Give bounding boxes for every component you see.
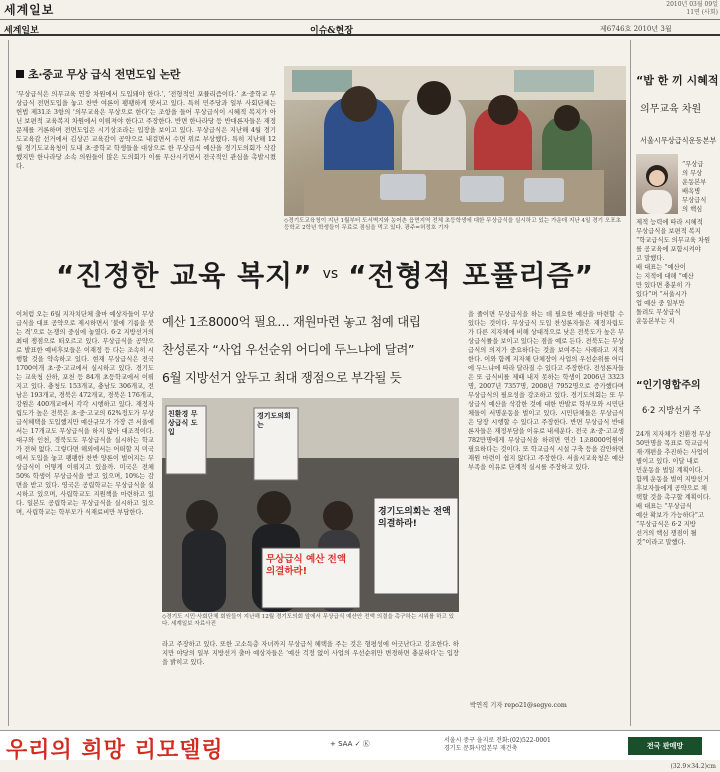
adjacent-story-column [632, 40, 720, 730]
newspaper-name: 세계일보 [4, 3, 55, 17]
square-bullet-icon [16, 70, 24, 78]
adjacent-line: 배 대표는 “무상급식 [636, 503, 692, 510]
photo-caption-text: ◇경기도교육청이 지난 1월부터 도서벽지와 농어촌 읍면지역 전체 초등학생에 대한 무상급식을 실시하고 있는 가운데 지난 4일 경기 오포초등학교 2학년 학생들이 무료로 점심을 먹고 있다. [284, 218, 622, 231]
adjacent-line: “학교급식도 의무교육 차원 [636, 237, 711, 244]
adjacent-line: 만 있다면 충분히 가 [636, 282, 691, 289]
adjacent-line: 예산 확보가 가능하다”고 [636, 512, 705, 519]
column-rule [8, 40, 9, 726]
masthead [0, 0, 720, 20]
protest-sign-2: 경기도의회는 [257, 412, 291, 429]
adjacent-line: “무상급 [682, 161, 704, 168]
protest-sign-1: 친환경 무상급식 도입 [168, 410, 198, 436]
advertisement-strip [0, 730, 720, 763]
issue-number: 제6746호 2010년 3월 [600, 25, 672, 33]
article-column-3: 을 줄이면 무상급식을 하는 데 필요한 예산을 마련할 수 있다는 것이다. 무상급식 도입 찬성론자들은 재정자립도가 다른 지자체에 비해 상대적으로 낮은 전북도가 높은 무상급식률을 보이고 있다는 점을 예로 든다. 전북도는 무상급식의 의지가 중요하다는 것을 보여주는 사례라고 지적한다. 이와 함께 지자체 단체장이 사업의 우선순위를 어디에 두느냐에 따라 달라질 수 있다고 주장한다. 전성론자들은 또 급식비를 제때 내지 못하는 학생이 2006년 3323명, 2007년 7357명, 2008년 7952명으로 증가했다며 무상급식의 필요성을 강조하고 있다. 경기도의회는 또 무상급식 예산을 삭감한 것에 대한 반발로 학부모와 시민단체들이 서명운동을 벌이고 있다. 시민단체들은 무상급식은 당장 시행할 수 있다고 주장한다. 반면 무상급식 반대론자들은 재정부담을 이유로 내세운다. 전국 초·중·고교생 782만명에게 무상급식을 하려면 연간 1조8000억원이 필요하다는 것이다. 또 학교급식 시설 구축 등을 감안하면 재원 마련이 쉽지 않다고 주장한다. 서울시교육청은 예산 부족을 이유로 단계적 실시를 주장하고 있다. [468, 311, 624, 471]
photo-school-lunch-illustration [284, 66, 626, 216]
article-column-1: 이처럼 오는 6월 지자치단체 출마 예상자들이 무상급식을 대표 공약으로 제시하면서 ‘불에 기름을 붓는 격’으로 논쟁의 중심에 놓였다. 6·2 지방선거의 최대 쟁점으로 떠오르고 있다. 무상급식을 공약으로 발표한 예비후보들은 이재정 등 다는 조속히 시행할 것을 약속하고 있다. 현재 무상급식은 전국 1700여개 초·중·고교에서 실시하고 있다. 경기도는 교육청 산하, 포천 등 84개 초등학교에서 이뤄지고 있다. 충청도 153개교, 충남도 306개교, 전남은 193개교, 경북은 472개교, 경북은 176개교, 강원은 400개교에서 각각 시행하고 있다. 재정자립도가 높은 전북은 초·중·고교의 62%정도가 무상급식혜택을 도입했지만 예산규모가 가장 큰 서울에서는 17개교도 무상급식을 하지 않아 대조적이다. 대구와 인천, 경북도도 무상급식을 실시하는 학교가 전혀 없다. 그렇다면 해외에서는 어떠할 지 미국에서 도입을 놓고 팽팽한 찬반 양론이 벌어지는 무상급식이 어떻게 이뤄지고 있을까. 미국은 전체 50% 학생이 무상급식을 받고 있으며, 10%는 감면을 받고 있다. 영국은 공립학교는 무상급식을 실시하고 있으며, 사립학교도 지원책을 마련하고 있다. 일본도 공립학교는 무상급식을 실시하고 있으며, 사립학교는 학부모가 식재료비만 부담한다. [16, 311, 154, 516]
headline-left: “진정한 교육 복지” [55, 259, 313, 292]
adjacent-line: 를 공교육에 포함시켜야 [636, 246, 701, 253]
adjacent-line: 재·개편을 추진하는 사업이 [636, 449, 709, 456]
adjacent-line: 운동본부 [682, 179, 707, 186]
photo-credit: 광주=허정호 기자 [404, 225, 449, 231]
adjacent-line: 운동본부는 지 [636, 318, 675, 325]
lede-summary [16, 66, 276, 242]
lede-body: ‘무상급식은 의무교육 연장 차원에서 도입돼야 한다.’, ‘전형적인 포퓰리즘이다.’ 초·중학교 무상급식 전면도입을 놓고 찬반 여론이 팽팽하게 맞서고 있다. 특히 민주당과 일부 사회단체는 헌법 제31조 3항의 ‘의무교육은 무상으로 한다’는 조항을 들어 무상급식이 시혜적 복지가 아닌 보편적 교육복지 차원에서 이뤄져야 한다고 주장한다. 반면 한나라당 등 반대론자들은 재정문제를 거론하며 전면도입은 시기상조라는 입장을 보이고 있다. 무상급식은 지난해 4월 경기도교육감 선거에서 김상곤 교육감이 공약으로 내걸면서 수면 위로 부상했다. 특히 지난해 12월 경기도교육청이 도내 초·중학교 학생들을 대상으로 한 무상급식 예산을 경기도의회가 삭감했지만 한나라당 소속 의원들이 많은 도의회가 이를 무산시키면서 전국적인 관심을 촉발시켰다. [16, 90, 276, 170]
photo-protest-illustration [162, 398, 459, 612]
article-column-2: 라고 주장하고 있다. 또한 고소득층 자녀까지 무상급식 혜택을 주는 것은 형평성에 어긋난다고 강조한다. 하지만 야당의 일부 지방선거 출마 예상자들은 ‘예산 걱정 없이 사업의 우선순위만 변경하면 충분하다’는 입장을 밝히고 있다. [162, 641, 459, 666]
adjacent-line: 무상급식 [682, 197, 707, 204]
ad-contact: 서울시 중구 을지로 전화:(02)522-0001 경기도 문화사업본부 재건축 [444, 737, 551, 752]
section-bar [0, 22, 720, 36]
adjacent-line: 제적 능력에 따라 시혜적 [636, 219, 703, 226]
adjacent-organization: 서울시무상급식운동본부 [640, 136, 717, 145]
adjacent-subheading-2: 6·2 지방선거 주 [642, 405, 702, 415]
publication-date: 2010년 03월 09일 11면 (사회) [666, 1, 718, 16]
headline-right: “전형적 포퓰리즘” [348, 259, 595, 292]
adjacent-line: 것”이라고 말했다. [636, 539, 686, 546]
adjacent-line: 무상급식을 보편적 복지 [636, 228, 701, 235]
protest-sign-3: 무상급식 예산 전액 의결하라! [266, 554, 347, 577]
photo-protest [162, 398, 459, 612]
main-headline [40, 244, 610, 304]
column-rule [630, 40, 631, 726]
portrait-illustration [636, 154, 678, 214]
byline: 박연직 기자 repo21@segye.com [470, 702, 567, 709]
ad-badge: 전국 판매망 [628, 737, 702, 755]
adjacent-line: 택할 것을 촉구할 계획이다. [636, 494, 711, 501]
adjacent-line: 50만명을 목표로 학교급식 [636, 440, 709, 447]
adjacent-line: 배 대표는 “예산이 [636, 264, 686, 271]
section-brand: 세계일보 [4, 26, 39, 36]
adjacent-line: 의 무상 [682, 170, 703, 177]
adjacent-line: 있다”며 “서울시가 [636, 291, 688, 298]
adjacent-line: 는 지적에 대해 “예산 [636, 273, 694, 280]
page-size-note: (32.9×34.2)cm [670, 763, 716, 770]
adjacent-line: “무상급식은 6·2 지방 [636, 521, 696, 528]
adjacent-line: 선거의 핵심 쟁점이 될 [636, 530, 697, 537]
adjacent-line: 의 핵심 [682, 206, 703, 213]
adjacent-line: 별이고 있다. 이달 내로 [636, 458, 699, 465]
adjacent-line: 함께 운동을 벌여 지방선거 [636, 476, 709, 483]
photo-credit: 세계일보 자료사진 [170, 621, 216, 627]
photo-school-lunch [284, 66, 626, 216]
adjacent-line: 고 말했다. [636, 255, 665, 262]
adjacent-line: 업 예산 중 일부만 [636, 300, 685, 307]
photo-caption-bottom [162, 614, 459, 628]
adjacent-quote-headline: “밥 한 끼 시혜적 [636, 74, 719, 87]
portrait-photo [636, 154, 678, 214]
adjacent-line: 24개 지자체가 친환경 무상 [636, 431, 711, 438]
lede-heading [16, 66, 276, 82]
lede-heading-text: 초·중교 무상 급식 전면도입 논란 [28, 68, 181, 81]
photo-caption-text: ◇경기도 시민·사회단체 회원들이 지난해 12월 경기도의회 앞에서 무상급식 예산안 전액 의결을 촉구하는 시위를 하고 있다. [162, 614, 455, 627]
headline-vs: vs [322, 266, 339, 282]
deck-line: 찬성론자 “사업 우선순위 어디에 두느냐에 달려” [162, 342, 415, 357]
ad-headline: 우리의 희망 리모델링 [6, 738, 224, 763]
deck-line: 예산 1조8000억 필요… 재원마련 놓고 첨예 대립 [162, 314, 421, 329]
section-title: 이슈&현장 [310, 26, 353, 36]
adjacent-line: 배옥병 [682, 188, 701, 195]
protest-sign-4: 경기도의회는 전액의결하라! [378, 507, 451, 529]
adjacent-subheading: 의무교육 차원 [640, 104, 702, 115]
adjacent-line: 후보자들에게 공약으로 채 [636, 485, 707, 492]
photo-caption-top [284, 218, 626, 232]
adjacent-line: 민운동을 벌일 계획이다. [636, 467, 703, 474]
deck-line: 6월 지방선거 앞두고 최대 쟁점으로 부각될 듯 [162, 370, 402, 385]
ad-logos: + SAA ✓ Ⓚ [330, 740, 370, 748]
adjacent-line: 돌려도 무상급식 [636, 309, 681, 316]
subheadline-deck [162, 308, 462, 392]
adjacent-headline-2: “인기영합주의 [636, 380, 701, 391]
left-margin-column [0, 40, 8, 730]
